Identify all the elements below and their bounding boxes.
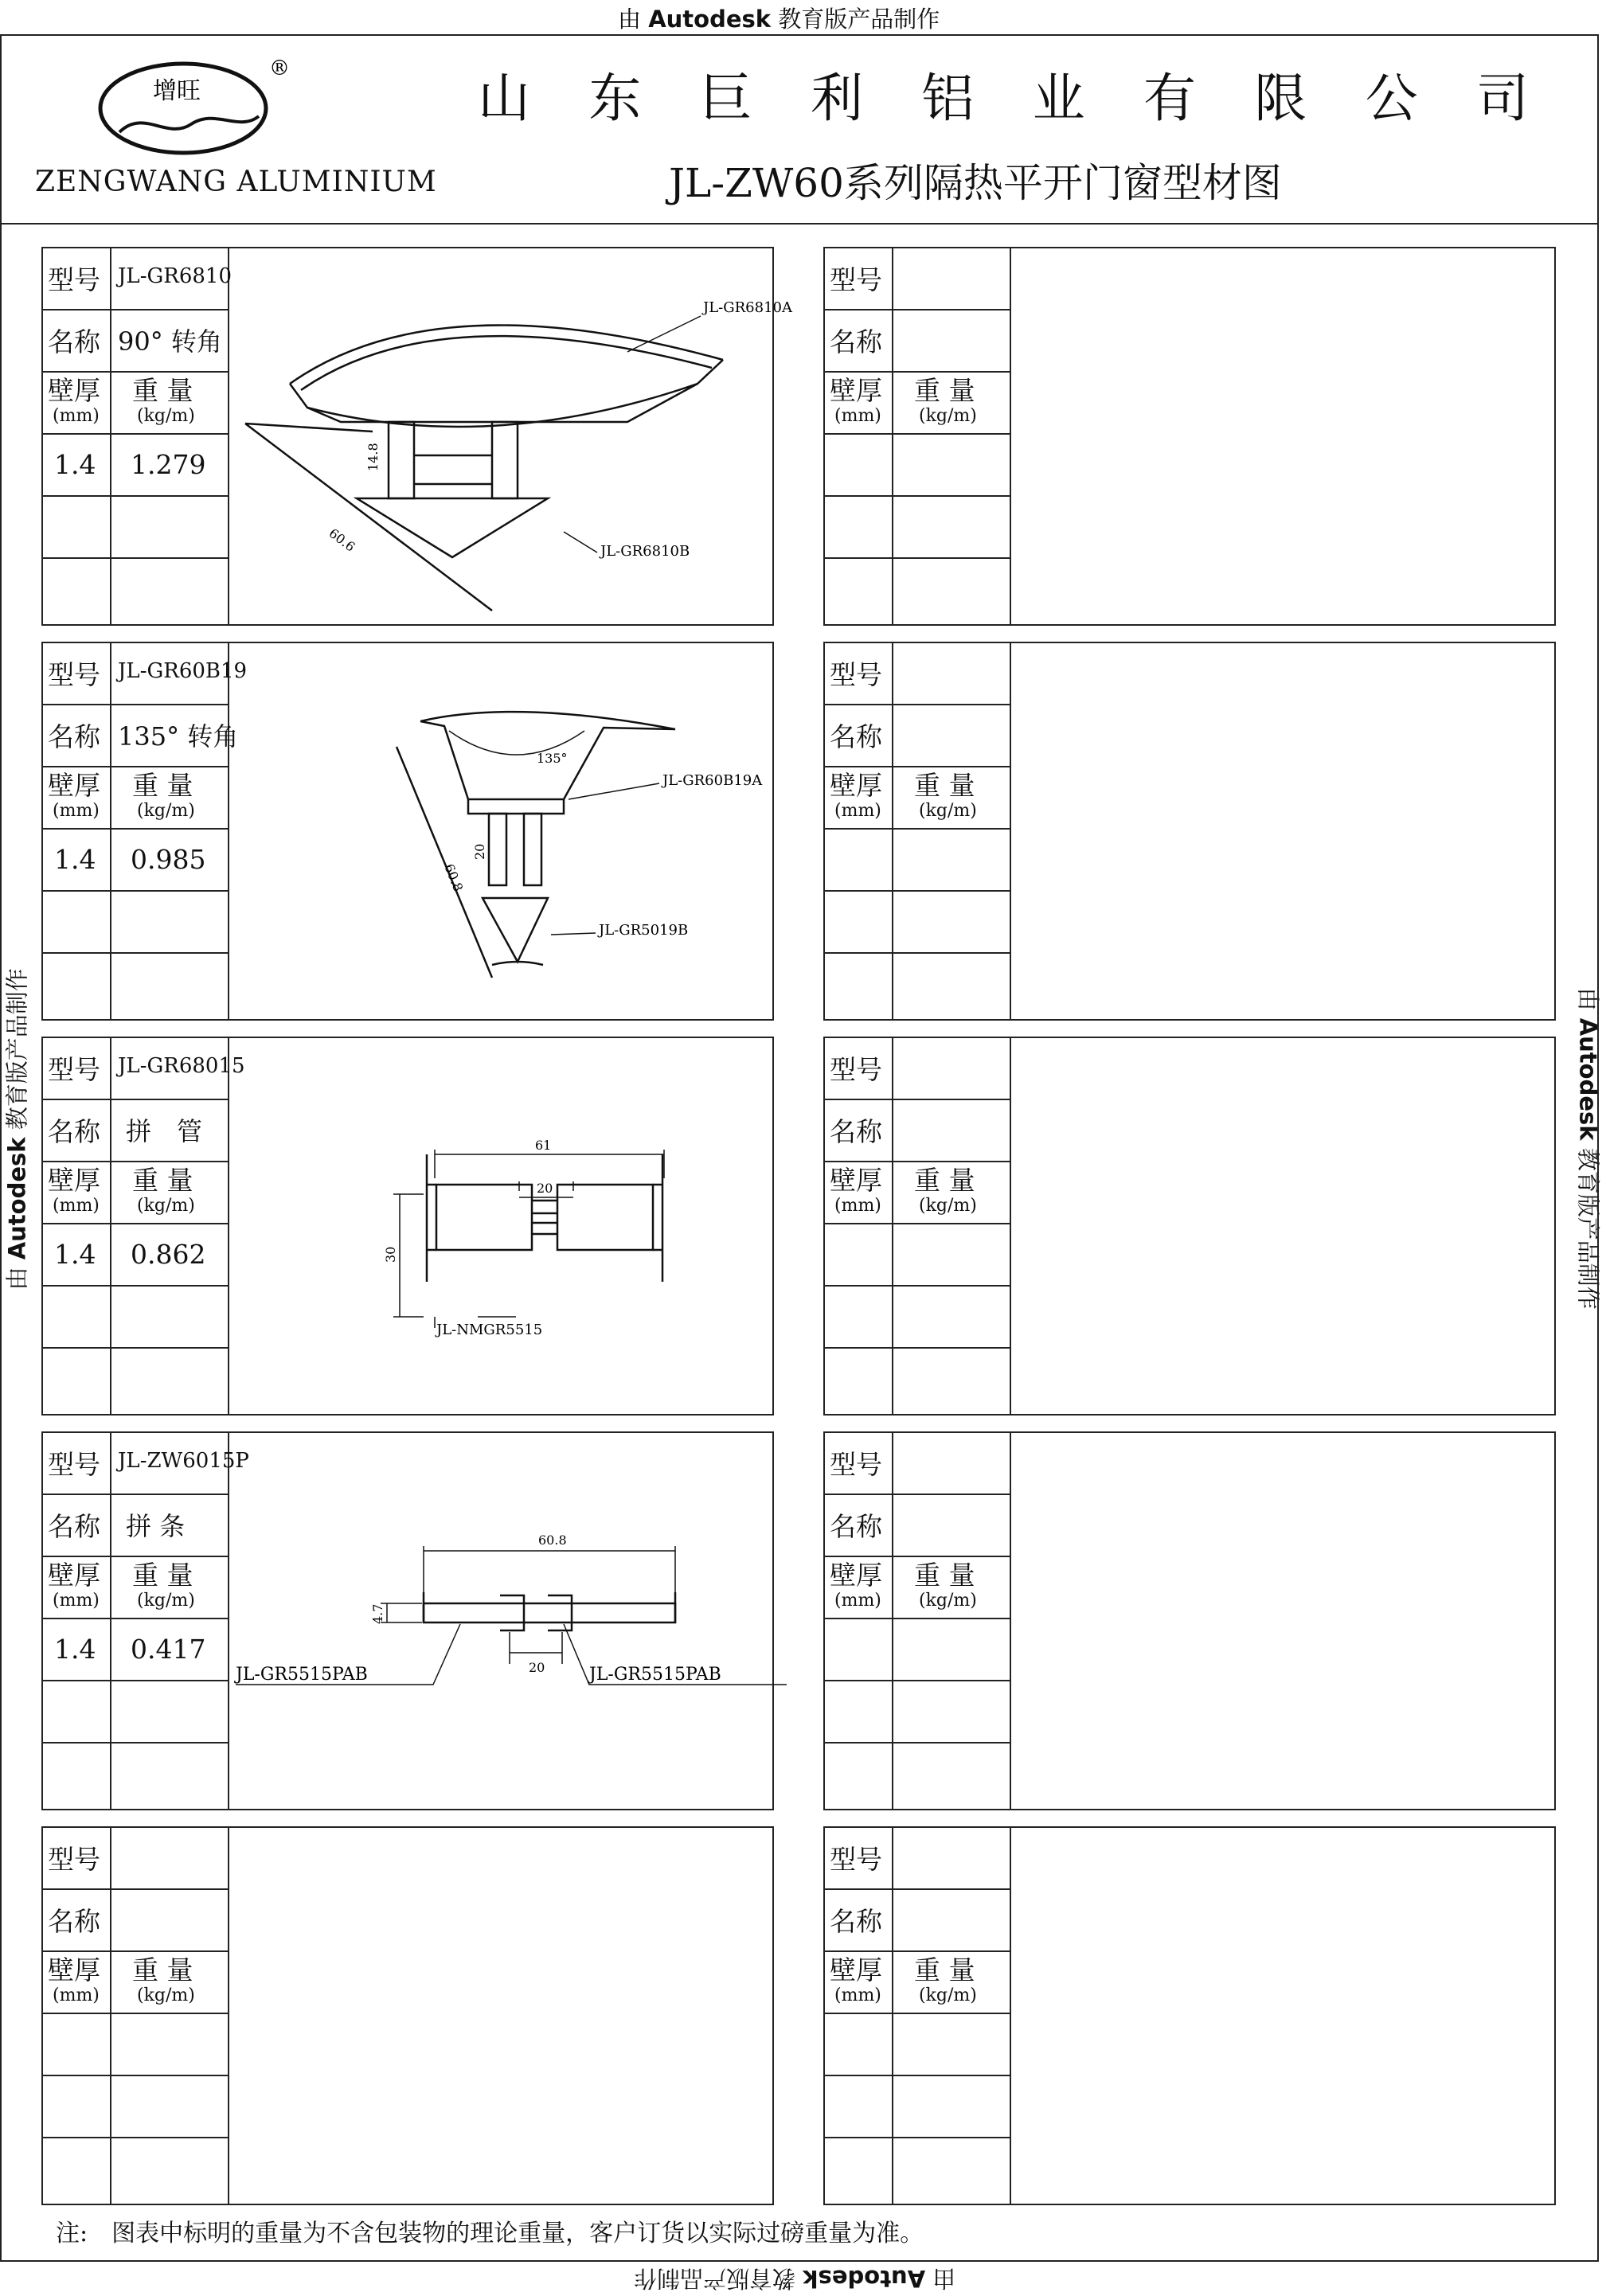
model-label: 型号 bbox=[48, 1844, 100, 1875]
profile-card-6 bbox=[823, 247, 1556, 626]
profile-card-8 bbox=[823, 1037, 1556, 1415]
profile-drawing-3 bbox=[229, 1038, 771, 1412]
watermark-bottom: 由 Autodesk 教育版产品制作 bbox=[634, 2265, 956, 2292]
dim-label: 135° bbox=[537, 751, 568, 766]
callout-label: JL-NMGR5515 bbox=[436, 1322, 543, 1338]
model-label: 型号 bbox=[830, 1054, 882, 1085]
weight-label: 重 量 bbox=[914, 1560, 975, 1591]
spec-table bbox=[43, 1828, 229, 2204]
name-label: 名称 bbox=[830, 1511, 882, 1542]
header-divider bbox=[0, 223, 1599, 225]
name-label: 名称 bbox=[830, 721, 882, 752]
profile-drawing-1 bbox=[229, 248, 792, 623]
weight-value: 0.862 bbox=[131, 1239, 206, 1270]
thickness-value: 1.4 bbox=[54, 449, 96, 480]
profile-drawing-2 bbox=[229, 643, 771, 1017]
model-label: 型号 bbox=[48, 1054, 100, 1085]
name-value: 90° 转角 bbox=[118, 326, 222, 357]
model-label: 型号 bbox=[830, 264, 882, 295]
model-label: 型号 bbox=[48, 1449, 100, 1480]
model-label: 型号 bbox=[830, 1449, 882, 1480]
dim-label: 14.8 bbox=[365, 443, 381, 471]
thickness-label: 壁厚 bbox=[48, 1560, 100, 1591]
thickness-unit: (mm) bbox=[834, 1986, 881, 2005]
spec-table bbox=[825, 248, 1011, 624]
dim-label: 61 bbox=[535, 1138, 552, 1153]
dim-label: 20 bbox=[472, 843, 487, 860]
profile-card-2 bbox=[41, 642, 774, 1021]
dim-label: 60.8 bbox=[538, 1533, 567, 1548]
registered-mark: ® bbox=[269, 57, 290, 80]
profile-card-10 bbox=[823, 1826, 1556, 2205]
callout-label: JL-GR5019B bbox=[599, 922, 689, 939]
thickness-label: 壁厚 bbox=[830, 1954, 882, 1986]
model-value: JL-GR60B19 bbox=[118, 659, 248, 683]
name-label: 名称 bbox=[48, 1116, 100, 1147]
weight-label: 重 量 bbox=[914, 1165, 975, 1196]
spec-table bbox=[43, 248, 232, 624]
watermark-right: 由 Autodesk 教育版产品制作 bbox=[1574, 987, 1602, 1310]
profile-card-3 bbox=[41, 1037, 774, 1415]
watermark-left: 由 Autodesk 教育版产品制作 bbox=[3, 968, 31, 1291]
dim-label: 20 bbox=[537, 1181, 553, 1196]
profile-card-5 bbox=[41, 1826, 774, 2205]
thickness-unit: (mm) bbox=[834, 1196, 881, 1216]
model-label: 型号 bbox=[830, 1844, 882, 1875]
weight-unit: (kg/m) bbox=[919, 1986, 977, 2005]
name-value: 拼 管 bbox=[126, 1116, 203, 1146]
profile-card-7 bbox=[823, 642, 1556, 1021]
name-label: 名称 bbox=[48, 1511, 100, 1542]
weight-unit: (kg/m) bbox=[137, 1196, 195, 1216]
name-label: 名称 bbox=[48, 721, 100, 752]
model-label: 型号 bbox=[48, 264, 100, 295]
model-value: JL-ZW6015P bbox=[118, 1449, 249, 1473]
name-label: 名称 bbox=[830, 1116, 882, 1147]
thickness-label: 壁厚 bbox=[48, 770, 100, 801]
model-value: JL-GR68015 bbox=[118, 1054, 245, 1078]
drawing-subtitle: JL-ZW60系列隔热平开门窗型材图 bbox=[669, 160, 1282, 206]
thickness-unit: (mm) bbox=[53, 1986, 100, 2005]
thickness-label: 壁厚 bbox=[48, 375, 100, 406]
dim-label: 60.6 bbox=[326, 525, 358, 555]
spec-table bbox=[825, 1433, 1011, 1809]
weight-unit: (kg/m) bbox=[137, 1986, 195, 2005]
thickness-unit: (mm) bbox=[834, 801, 881, 821]
dim-label: 30 bbox=[383, 1246, 398, 1263]
thickness-label: 壁厚 bbox=[830, 1165, 882, 1196]
weight-value: 0.417 bbox=[131, 1634, 206, 1665]
weight-unit: (kg/m) bbox=[137, 406, 195, 426]
thickness-unit: (mm) bbox=[53, 1591, 100, 1611]
spec-table bbox=[825, 1828, 1011, 2204]
thickness-label: 壁厚 bbox=[830, 1560, 882, 1591]
dim-label: 60.8 bbox=[441, 861, 467, 894]
weight-label: 重 量 bbox=[914, 770, 975, 801]
model-label: 型号 bbox=[48, 659, 100, 690]
name-label: 名称 bbox=[830, 326, 882, 357]
weight-value: 1.279 bbox=[131, 449, 206, 480]
spec-table bbox=[825, 643, 1011, 1019]
thickness-unit: (mm) bbox=[53, 406, 100, 426]
profile-card-4 bbox=[41, 1431, 774, 1810]
weight-label: 重 量 bbox=[132, 1560, 193, 1591]
spec-table bbox=[43, 1433, 249, 1809]
callout-label: JL-GR5515PAB bbox=[589, 1665, 721, 1685]
spec-table bbox=[43, 1038, 245, 1414]
spec-table bbox=[825, 1038, 1011, 1414]
callout-label: JL-GR5515PAB bbox=[236, 1665, 368, 1685]
name-value: 拼 条 bbox=[126, 1511, 186, 1541]
logo-icon bbox=[96, 53, 303, 164]
model-label: 型号 bbox=[830, 659, 882, 690]
thickness-value: 1.4 bbox=[54, 1634, 96, 1665]
spec-table bbox=[43, 643, 248, 1019]
dim-label: 20 bbox=[529, 1660, 545, 1675]
name-value: 135° 转角 bbox=[118, 721, 239, 752]
company-name: 山 东 巨 利 铝 业 有 限 公 司 bbox=[478, 68, 1529, 129]
weight-value: 0.985 bbox=[131, 844, 206, 875]
weight-unit: (kg/m) bbox=[137, 1591, 195, 1611]
thickness-label: 壁厚 bbox=[830, 770, 882, 801]
weight-label: 重 量 bbox=[914, 375, 975, 406]
watermark-top: 由 Autodesk 教育版产品制作 bbox=[618, 6, 940, 33]
dim-label: 4.7 bbox=[370, 1603, 385, 1624]
profile-card-1 bbox=[41, 247, 792, 626]
thickness-unit: (mm) bbox=[53, 1196, 100, 1216]
thickness-label: 壁厚 bbox=[48, 1165, 100, 1196]
thickness-value: 1.4 bbox=[54, 1239, 96, 1270]
weight-label: 重 量 bbox=[132, 770, 193, 801]
thickness-unit: (mm) bbox=[53, 801, 100, 821]
profile-card-9 bbox=[823, 1431, 1556, 1810]
model-value: JL-GR6810 bbox=[118, 264, 232, 288]
thickness-label: 壁厚 bbox=[830, 375, 882, 406]
thickness-label: 壁厚 bbox=[48, 1954, 100, 1986]
name-label: 名称 bbox=[48, 326, 100, 357]
callout-label: JL-GR6810B bbox=[600, 543, 690, 560]
logo-mark-text: 增旺 bbox=[153, 77, 201, 105]
thickness-unit: (mm) bbox=[834, 406, 881, 426]
weight-label: 重 量 bbox=[914, 1954, 975, 1986]
thickness-value: 1.4 bbox=[54, 844, 96, 875]
weight-unit: (kg/m) bbox=[137, 801, 195, 821]
weight-label: 重 量 bbox=[132, 1165, 193, 1196]
weight-label: 重 量 bbox=[132, 375, 193, 406]
name-label: 名称 bbox=[48, 1906, 100, 1937]
callout-label: JL-GR60B19A bbox=[662, 772, 763, 789]
name-label: 名称 bbox=[830, 1906, 882, 1937]
weight-unit: (kg/m) bbox=[919, 801, 977, 821]
weight-unit: (kg/m) bbox=[919, 406, 977, 426]
callout-label: JL-GR6810A bbox=[703, 299, 792, 316]
weight-label: 重 量 bbox=[132, 1954, 193, 1986]
weight-unit: (kg/m) bbox=[919, 1196, 977, 1216]
footnote: 注: 图表中标明的重量为不含包装物的理论重量，客户订货以实际过磅重量为准。 bbox=[56, 2220, 924, 2247]
thickness-unit: (mm) bbox=[834, 1591, 881, 1611]
weight-unit: (kg/m) bbox=[919, 1591, 977, 1611]
profile-drawing-4 bbox=[229, 1433, 771, 1807]
brand-name: ZENGWANG ALUMINIUM bbox=[35, 166, 437, 198]
